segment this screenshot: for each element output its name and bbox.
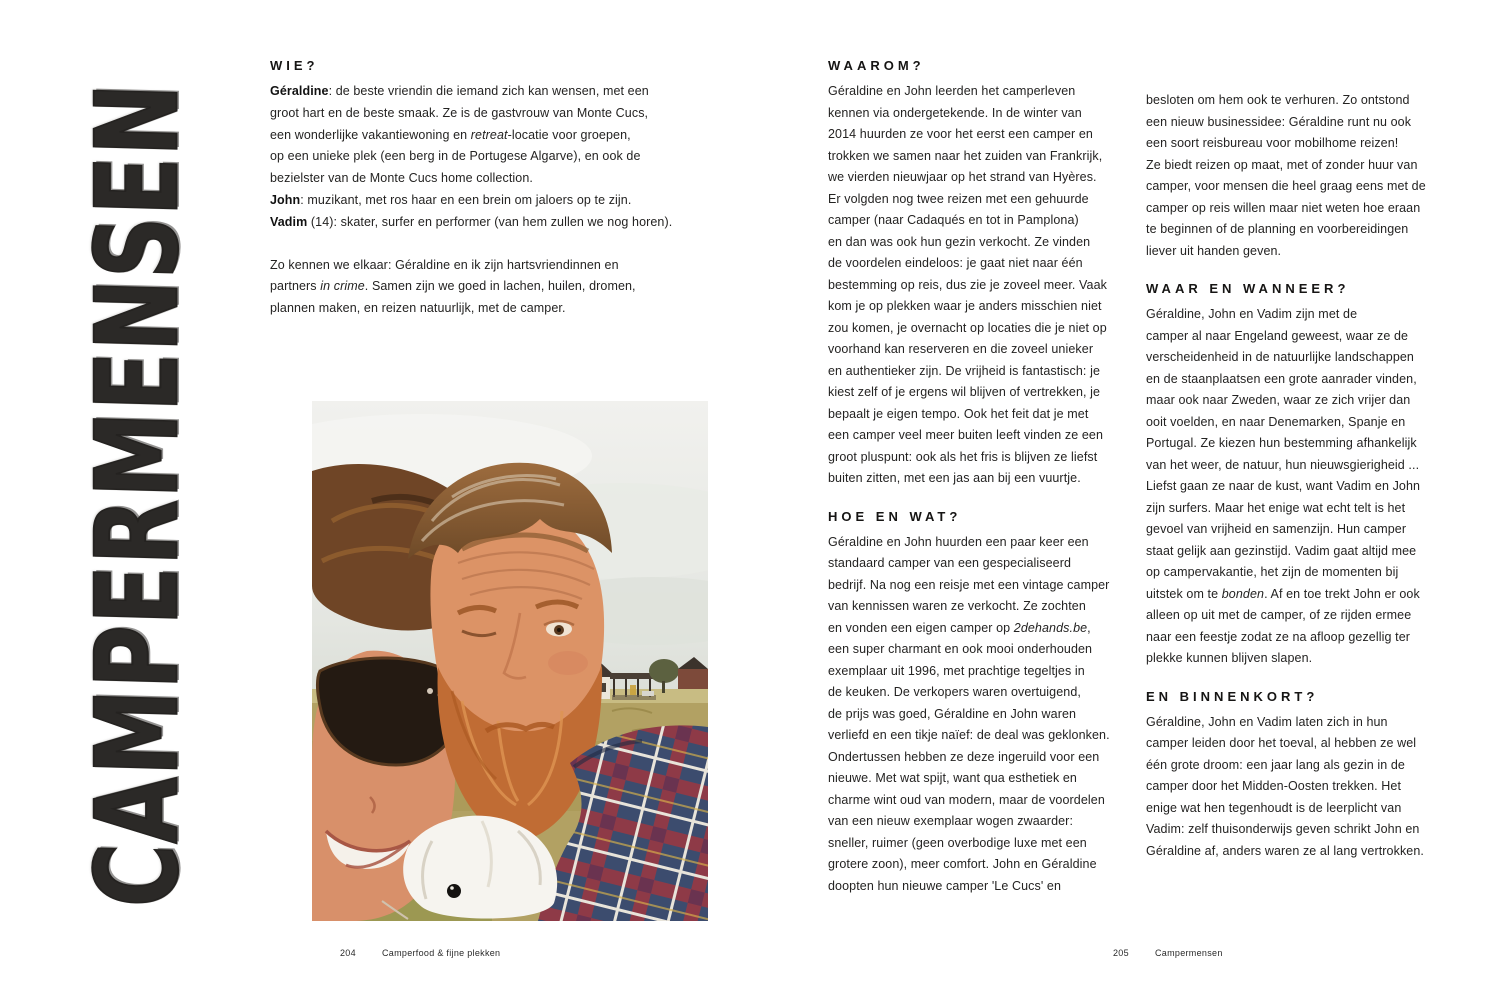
right-page-footer	[1113, 948, 1223, 958]
right-page-column-2	[1146, 58, 1460, 862]
left-page-number: 204	[340, 948, 356, 958]
waar-en-wanneer-paragraph: Géraldine, John en Vadim zijn met de camper al naar Engeland geweest, waar ze de verscheidenheid in de natuurlijke landschappen en de staanplaatsen een grote aanrader vinden, maar ook naar Zweden, waar ze zich vrijer dan ooit voelden, en naar Denemarken, Spanje en Portugal. Ze kiezen hun bestemming afhankelijk van het weer, de natuur, hun nieuwsgierigheid ... Liefst gaan ze naar de kust, want Vadim en John zijn surfers. Maar het enige wat echt telt is het gevoel van vrijheid en samenzijn. Hun camper staat gelijk aan gezinstijd. Vadim gaat altijd mee op campervakantie, het zijn de momenten bij uitstek om te bonden. Af en toe trekt John er ook alleen op uit met de camper, of ze rijden ermee naar een feestje zodat ze na afloop gezellig ter plekke kunnen blijven slapen.	[1146, 307, 1421, 665]
hoe-en-wat-paragraph: Géraldine en John huurden een paar keer een standaard camper van een gespecialiseerd bedrijf. Na nog een reisje met een vintage camper van kennissen waren ze verkocht. Ze zochten en vonden een eigen camper op 2dehands.be, een super charmant en ook mooi onderhouden exemplaar uit 1996, met prachtige tegeltjes in de keuken. De verkopers waren overtuigend, de prijs was goed, Géraldine en John waren verliefd en een tikje naïef: de deal was geklonken. Ondertussen hebben ze deze ingeruild voor een nieuwe. Met wat spijt, want qua esthetiek en charme wint oud van modern, maar de voordelen van een nieuw exemplaar wogen zwaarder: sneller, ruimer (geen overbodige luxe met een grotere zoon), meer comfort. John en Géraldine doopten hun nieuwe camper 'Le Cucs' en	[828, 534, 1110, 893]
left-page-footer	[340, 948, 500, 958]
selfie-photo	[312, 401, 708, 921]
selfie-photo-illustration	[312, 401, 708, 921]
right-footer-label: Campermensen	[1155, 948, 1223, 958]
right-page-column-1	[828, 58, 1142, 897]
vertical-chapter-title-text: CAMPERMENSEN	[72, 81, 204, 909]
wie-paragraph-2: Zo kennen we elkaar: Géraldine en ik zijn hartsvriendinnen en partners in crime. Samen zijn we goed in lachen, huilen, dromen, plannen maken, en reizen natuurlijk, met de camper.	[270, 257, 636, 316]
wie-section	[270, 58, 722, 320]
wie-paragraph-1: Géraldine: de beste vriendin die iemand zich kan wensen, met een groot hart en de beste smaak. Ze is de gastvrouw van Monte Cucs, een wonderlijke vakantiewoning en retreat-locatie voor groepen, op een unieke plek (een berg in de Portugese Algarve), en ook de bezielster van de Monte Cucs home collection. John: muzikant, met ros haar en een brein om jaloers op te zijn. Vadim (14): skater, surfer en performer (van hem zullen we nog horen).	[270, 84, 673, 229]
heading-en-binnenkort: EN BINNENKORT?	[1146, 688, 1319, 704]
left-footer-label: Camperfood & fijne plekken	[382, 948, 501, 958]
heading-waarom: WAAROM?	[828, 58, 925, 73]
heading-hoe-en-wat: HOE EN WAT?	[828, 508, 962, 524]
heading-waar-en-wanneer: WAAR EN WANNEER?	[1146, 281, 1350, 296]
en-binnenkort-paragraph: Géraldine, John en Vadim laten zich in hun camper leiden door het toeval, al hebben ze wel één grote droom: een jaar lang als gezin in de camper door het Midden-Oosten trekken. Het enige wat hen tegenhoudt is de leerplicht van Vadim: zelf thuisonderwijs geven schrikt John en Géraldine af, anders waren ze al lang vertrokken.	[1146, 714, 1424, 858]
vertical-chapter-title	[53, 45, 223, 945]
heading-wie: WIE?	[270, 58, 319, 73]
hoe-en-wat-paragraph-continued: besloten om hem ook te verhuren. Zo ontstond een nieuw businessidee: Géraldine runt nu ook een soort reisbureau voor mobilhome reizen! Ze biedt reizen op maat, met of zonder huur van camper, voor mensen die heel graag eens met de camper op reis willen maar niet weten hoe eraan te beginnen of de planning en voorbereidingen liever uit handen geven.	[1146, 93, 1426, 258]
waarom-paragraph: Géraldine en John leerden het camperleven kennen via ondergetekende. In de winter van 2014 huurden ze voor het eerst een camper en trokken we samen naar het zuiden van Frankrijk, we vierden nieuwjaar op het strand van Hyères. Er volgden nog twee reizen met een gehuurde camper (naar Cadaqués en tot in Pamplona) en dan was ook hun gezin verkocht. Ze vinden de voordelen eindeloos: je gaat niet naar één bestemming op reis, dus zie je zoveel meer. Vaak kom je op plekken waar je anders misschien niet zou komen, je overnacht op locaties die je niet op voorhand kan reserveren en die zoveel unieker en authentieker zijn. De vrijheid is fantastisch: je kiest zelf of je ergens wil blijven of vertrekken, je bepaalt je eigen tempo. Ook het feit dat je met een camper veel meer buiten leeft vinden ze een groot pluspunt: ook als het fris is blijven ze liefst buiten zitten, met een jas aan bij een vuurtje.	[828, 84, 1108, 485]
right-page-number: 205	[1113, 948, 1129, 958]
